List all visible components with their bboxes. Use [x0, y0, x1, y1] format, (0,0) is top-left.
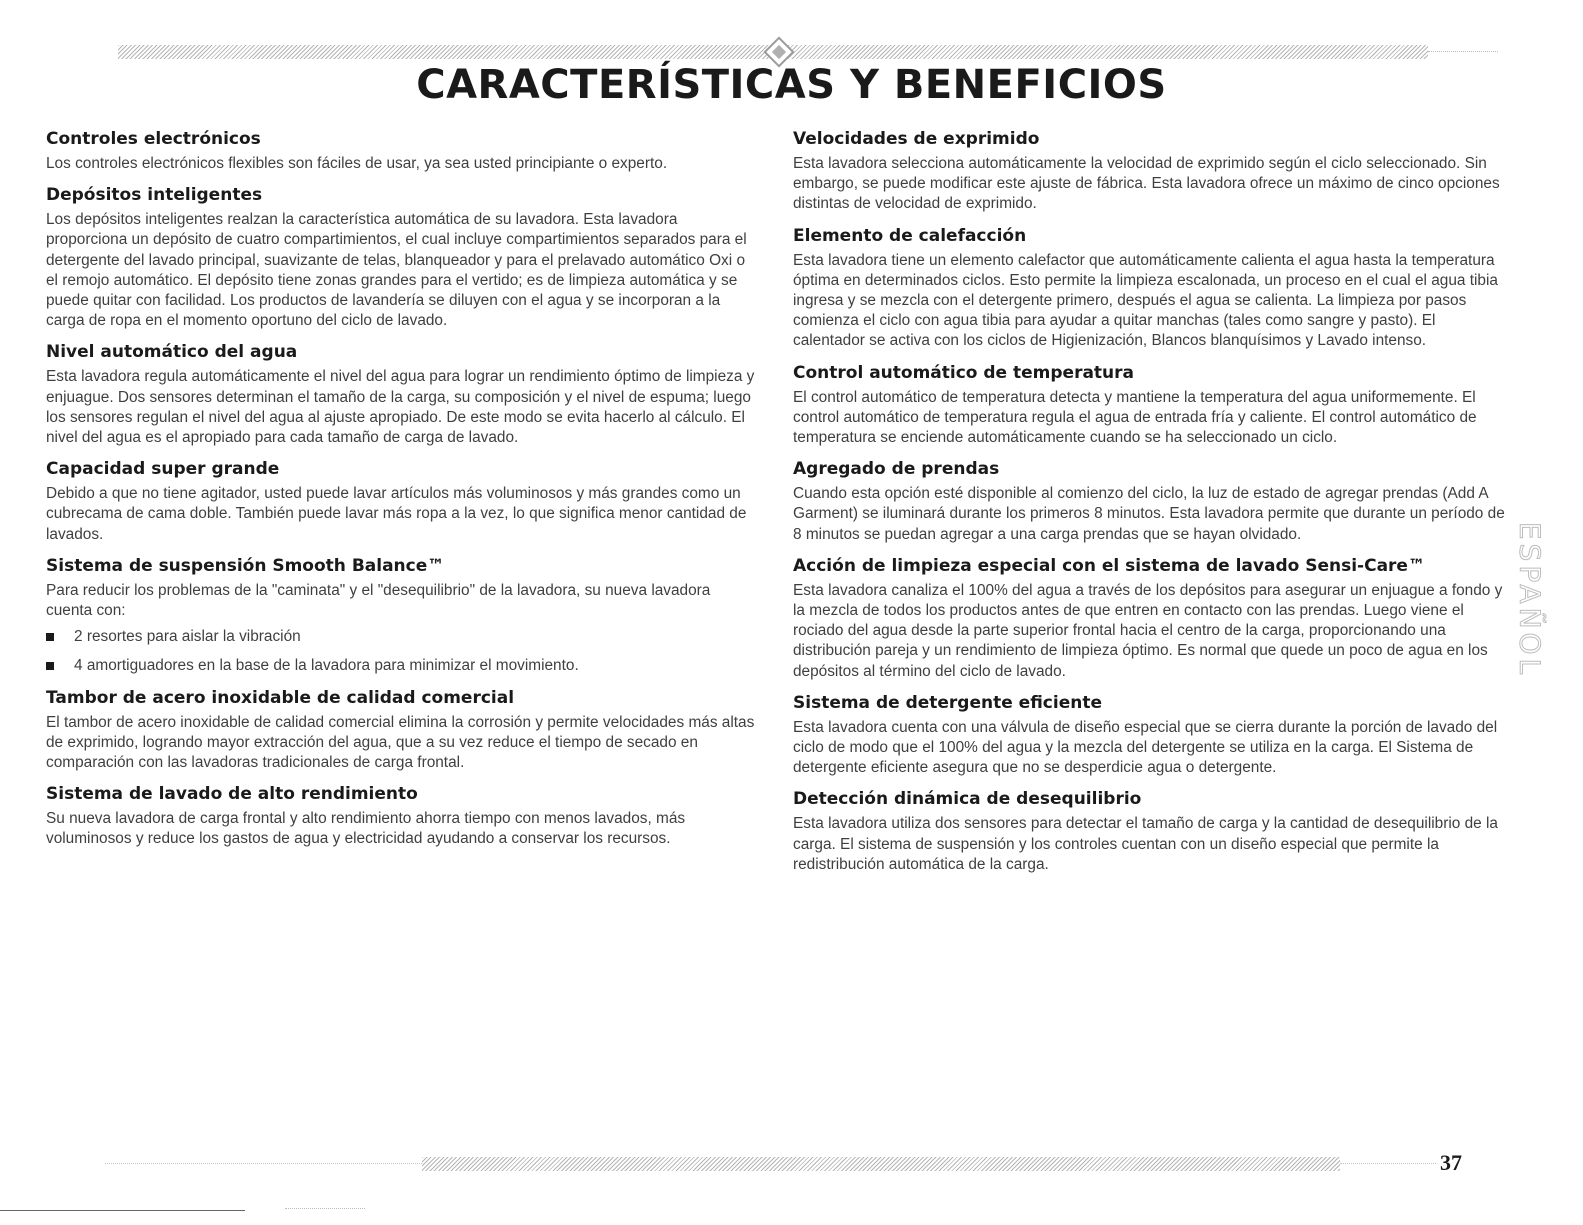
section-nivel-automatico-agua: [46, 341, 758, 448]
section-heading: Nivel automático del agua: [46, 342, 298, 363]
list-item-text: 4 amortiguadores en la base de la lavadora para minimizar el movimiento.: [74, 657, 579, 675]
section-body: El tambor de acero inoxidable de calidad comercial elimina la corrosión y permite velocidades más altas de exprimido, logrando mayor extracción del agua, que a su vez reduce el tiempo de secado en comparación con las lavadoras tradicionales de carga frontal.: [46, 713, 755, 772]
section-control-automatico-temperatura: [793, 362, 1509, 449]
section-body: Esta lavadora regula automáticamente el nivel del agua para lograr un rendimiento óptimo de limpieza y enjuague. Dos sensores determinan el tamaño de la carga, su composición y el nivel de espuma; luego los sensores regulan el nivel del agua al ajuste apropiado. De este modo se evita hacerlo al cálculo. El nivel del agua es el apropiado para cada tamaño de carga de lavado.: [46, 368, 755, 447]
section-heading: Control automático de temperatura: [793, 362, 1135, 383]
section-deteccion-desequilibrio: [793, 788, 1509, 875]
section-lavado-alto-rendimiento: [46, 783, 758, 849]
section-heading: Sistema de suspensión Smooth Balance™: [46, 555, 445, 576]
section-controles-electronicos: [46, 128, 758, 174]
square-bullet-icon: [46, 633, 54, 641]
section-body: Esta lavadora tiene un elemento calefactor que automáticamente calienta el agua hasta la temperatura óptima en determinados ciclos. Esto permite la limpieza escalonada, un proceso en el cual el agua tibia ingresa y se mezcla con el detergente primero, después el agua se calienta. La limpieza por pasos comienza el ciclo con agua tibia para ayudar a quitar manchas (tales como sangre y pasto). El calentador se activa con los ciclos de Higienización, Blancos blanquísimos y Lavado intenso.: [793, 251, 1498, 350]
section-heading: Agregado de prendas: [793, 459, 1000, 480]
section-detergente-eficiente: [793, 692, 1509, 779]
page-number: 37: [1440, 1150, 1462, 1175]
section-body: Cuando esta opción esté disponible al comienzo del ciclo, la luz de estado de agregar prendas (Add A Garment) se iluminará durante los primeros 8 minutos. Esta lavadora permite que durante un período de 8 minutos se puedan agregar a una carga prendas que se hayan olvidado.: [793, 485, 1505, 543]
section-sensi-care: [793, 555, 1509, 682]
section-body: Esta lavadora utiliza dos sensores para detectar el tamaño de carga y la cantidad de desequilibrio de la carga. El sistema de suspensión y los controles cuentan con un diseño especial que permite la redistribución automática de la carga.: [793, 815, 1498, 873]
right-column: [793, 128, 1509, 885]
list-item-text: 2 resortes para aislar la vibración: [74, 628, 301, 646]
section-suspension-smooth-balance: [46, 555, 758, 677]
section-body: Los depósitos inteligentes realzan la característica automática de su lavadora. Esta lavadora proporciona un depósito de cuatro compartimientos, el cual incluye compartimientos separados para el detergente del lavado principal, suavizante de telas, blanqueador y para el prelavado automático Oxi o el remojo automático. El depósito tiene zonas grandes para el vertido; es de limpieza automática y se puede quitar con facilidad. Los productos de lavandería se diluyen con el agua y se incorporan a la carga de ropa en el momento oportuno del ciclo de lavado.: [46, 211, 747, 330]
section-velocidades-exprimido: [793, 128, 1509, 215]
footer-rule: [422, 1157, 1340, 1171]
section-body: Su nueva lavadora de carga frontal y alto rendimiento ahorra tiempo con menos lavados, más voluminosos y reduce los gastos de agua y electricidad ayudando a conservar los recursos.: [46, 810, 686, 848]
section-body: Esta lavadora selecciona automáticamente la velocidad de exprimido según el ciclo seleccionado. Sin embargo, se puede modificar este ajuste de fábrica. Esta lavadora ofrece un máximo de cinco opciones distintas de velocidad de exprimido.: [793, 155, 1500, 213]
footer-dots: [285, 1208, 365, 1209]
section-heading: Detección dinámica de desequilibrio: [793, 789, 1142, 810]
bullet-list: [46, 627, 758, 676]
section-agregado-prendas: [793, 458, 1509, 545]
header-rule-dots: [1428, 51, 1498, 52]
section-body: Esta lavadora cuenta con una válvula de diseño especial que se cierra durante la porción de lavado del ciclo de modo que el 100% del agua y la mezcla del detergente se utiliza en la carga. El Sistema de detergente eficiente asegura que no se desperdicie agua o detergente.: [793, 718, 1498, 777]
section-body: Para reducir los problemas de la "caminata" y el "desequilibrio" de la lavadora, su nueva lavadora cuenta con:: [46, 581, 711, 620]
section-heading: Depósitos inteligentes: [46, 185, 263, 206]
page-title: CARACTERÍSTICAS Y BENEFICIOS: [416, 62, 1167, 108]
square-bullet-icon: [46, 662, 54, 670]
section-heading: Sistema de detergente eficiente: [793, 692, 1103, 713]
section-body: Debido a que no tiene agitador, usted puede lavar artículos más voluminosos y más grandes como un cubrecama de cama doble. También puede lavar más ropa a la vez, lo que significa menor cantidad de lavados.: [46, 485, 747, 543]
section-tambor-acero-inoxidable: [46, 687, 758, 774]
section-body: El control automático de temperatura detecta y mantiene la temperatura del agua uniformemente. El control automático de temperatura regula el agua de entrada fría y caliente. El control automático de temperatura se enciende automáticamente cuando se ha seleccionado un ciclo.: [793, 388, 1477, 447]
list-item: [46, 627, 758, 647]
footer-line: [0, 1210, 245, 1211]
language-side-tab: [1510, 521, 1550, 679]
section-elemento-calefaccion: [793, 225, 1509, 352]
section-heading: Controles electrónicos: [46, 129, 261, 149]
section-heading: Velocidades de exprimido: [793, 129, 1040, 149]
list-item: [46, 656, 758, 676]
left-column: [46, 128, 758, 860]
section-heading: Elemento de calefacción: [793, 225, 1027, 246]
section-depositos-inteligentes: [46, 184, 758, 331]
section-body: Esta lavadora canaliza el 100% del agua a través de los depósitos para asegurar un enjuague a fondo y la mezcla de todos los productos antes de que entren en contacto con las prendas. Luego viene el rociado del agua desde la parte superior frontal hacia el centro de la carga, proporcionando una distribución pareja y un rendimiento de limpieza óptimo. Es normal que quede un poco de agua en los depósitos al término del ciclo de lavado.: [793, 581, 1503, 680]
language-side-tab-label: ESPAÑOL: [1513, 521, 1547, 679]
section-heading: Tambor de acero inoxidable de calidad comercial: [46, 687, 515, 708]
section-capacidad-super-grande: [46, 458, 758, 545]
footer-rule-dots-right: [1340, 1163, 1436, 1164]
footer-rule-dots-left: [105, 1163, 422, 1164]
section-heading: Capacidad super grande: [46, 459, 280, 480]
section-heading: Sistema de lavado de alto rendimiento: [46, 784, 418, 805]
section-heading: Acción de limpieza especial con el sistema de lavado Sensi-Care™: [793, 555, 1425, 576]
section-body: Los controles electrónicos flexibles son fáciles de usar, ya sea usted principiante o experto.: [46, 155, 668, 172]
